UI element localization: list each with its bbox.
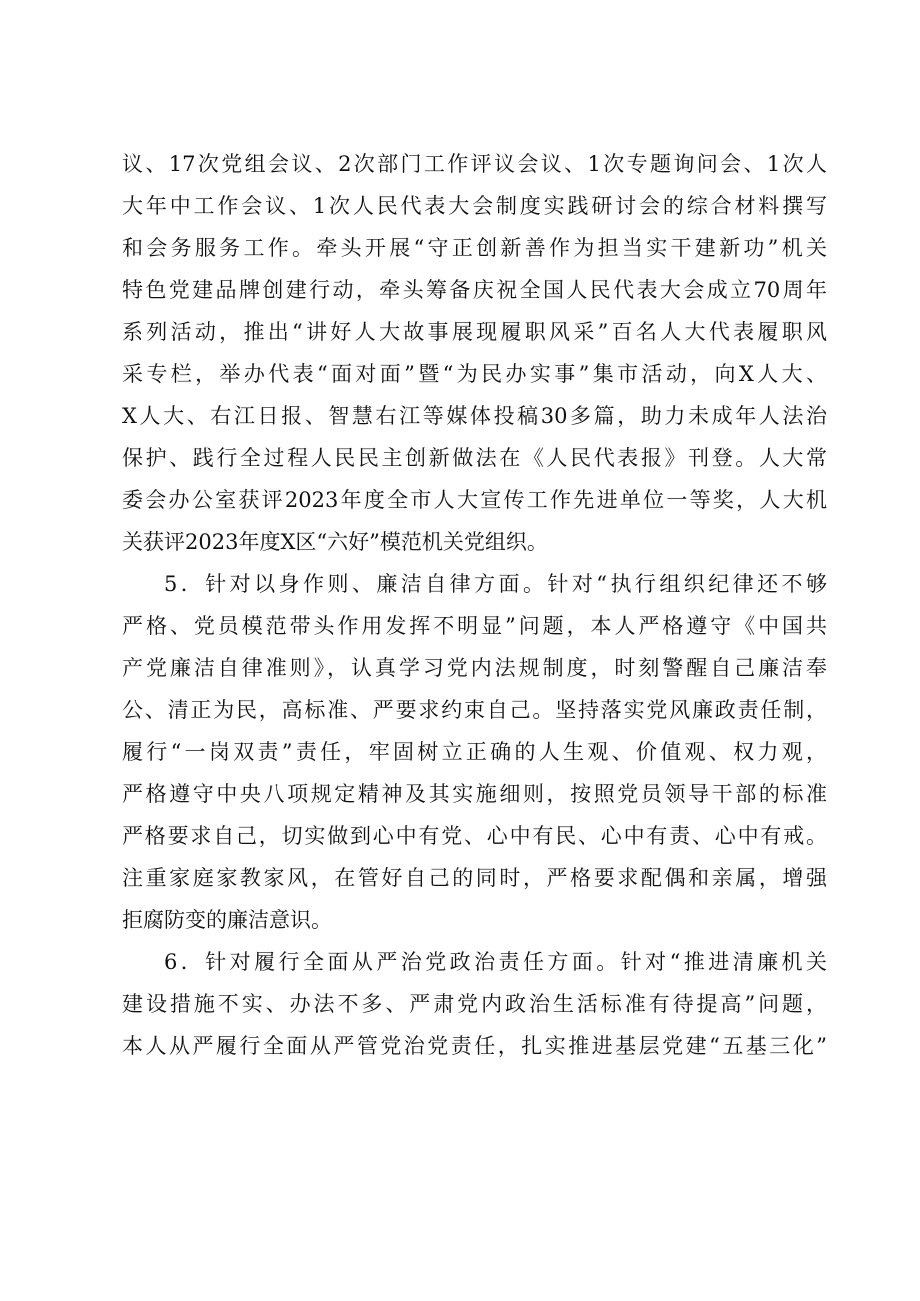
text-line-16: 严格遵守中央八项规定精神及其实施细则，按照党员领导干部的标准 (122, 782, 827, 806)
text-line-15: 履行“一岗双责”责任，牢固树立正确的人生观、价值观、权力观， (122, 740, 827, 764)
text-line-12: 严格、党员模范带头作用发挥不明显”问题，本人严格遵守《中国共 (122, 614, 827, 638)
text-line-17: 严格要求自己，切实做到心中有党、心中有民、心中有责、心中有戒。 (122, 824, 827, 848)
text-line-1: 议、17次党组会议、2次部门工作评议会议、1次专题询问会、1次人 (122, 152, 827, 176)
text-line-13: 产党廉洁自律准则》，认真学习党内法规制度，时刻警醒自己廉洁奉 (122, 656, 827, 680)
paragraph-6-heading-line: 6．针对履行全面从严治党政治责任方面。针对“推进清廉机关 (164, 950, 827, 974)
text-line-7: X人大、右江日报、智慧右江等媒体投稿30多篇，助力未成年人法治 (122, 404, 827, 428)
text-line-6: 采专栏，举办代表“面对面”暨“为民办实事”集市活动，向X人大、 (122, 362, 827, 386)
text-line-3: 和会务服务工作。牵头开展“守正创新善作为担当实干建新功”机关 (122, 236, 827, 260)
text-line-9: 委会办公室获评2023年度全市人大宣传工作先进单位一等奖，人大机 (122, 488, 827, 512)
paragraph-5-heading-line: 5．针对以身作则、廉洁自律方面。针对“执行组织纪律还不够 (164, 572, 827, 596)
text-line-18: 注重家庭家教家风，在管好自己的同时，严格要求配偶和亲属，增强 (122, 866, 827, 890)
text-line-14: 公、清正为民，高标准、严要求约束自己。坚持落实党风廉政责任制， (122, 698, 827, 722)
text-line-8: 保护、践行全过程人民民主创新做法在《人民代表报》刊登。人大常 (122, 446, 827, 470)
text-line-22: 本人从严履行全面从严管党治党责任，扎实推进基层党建“五基三化” (122, 1034, 827, 1058)
text-line-5: 系列活动，推出“讲好人大故事展现履职风采”百名人大代表履职风 (122, 320, 827, 344)
text-line-2: 大年中工作会议、1次人民代表大会制度实践研讨会的综合材料撰写 (122, 194, 827, 218)
text-line-10: 关获评2023年度X区“六好”模范机关党组织。 (122, 530, 548, 554)
document-body (122, 143, 827, 1067)
text-line-4: 特色党建品牌创建行动，牵头筹备庆祝全国人民代表大会成立70周年 (122, 278, 827, 302)
text-line-19: 拒腐防变的廉洁意识。 (122, 908, 332, 932)
text-line-21: 建设措施不实、办法不多、严肃党内政治生活标准有待提高”问题， (122, 992, 827, 1016)
